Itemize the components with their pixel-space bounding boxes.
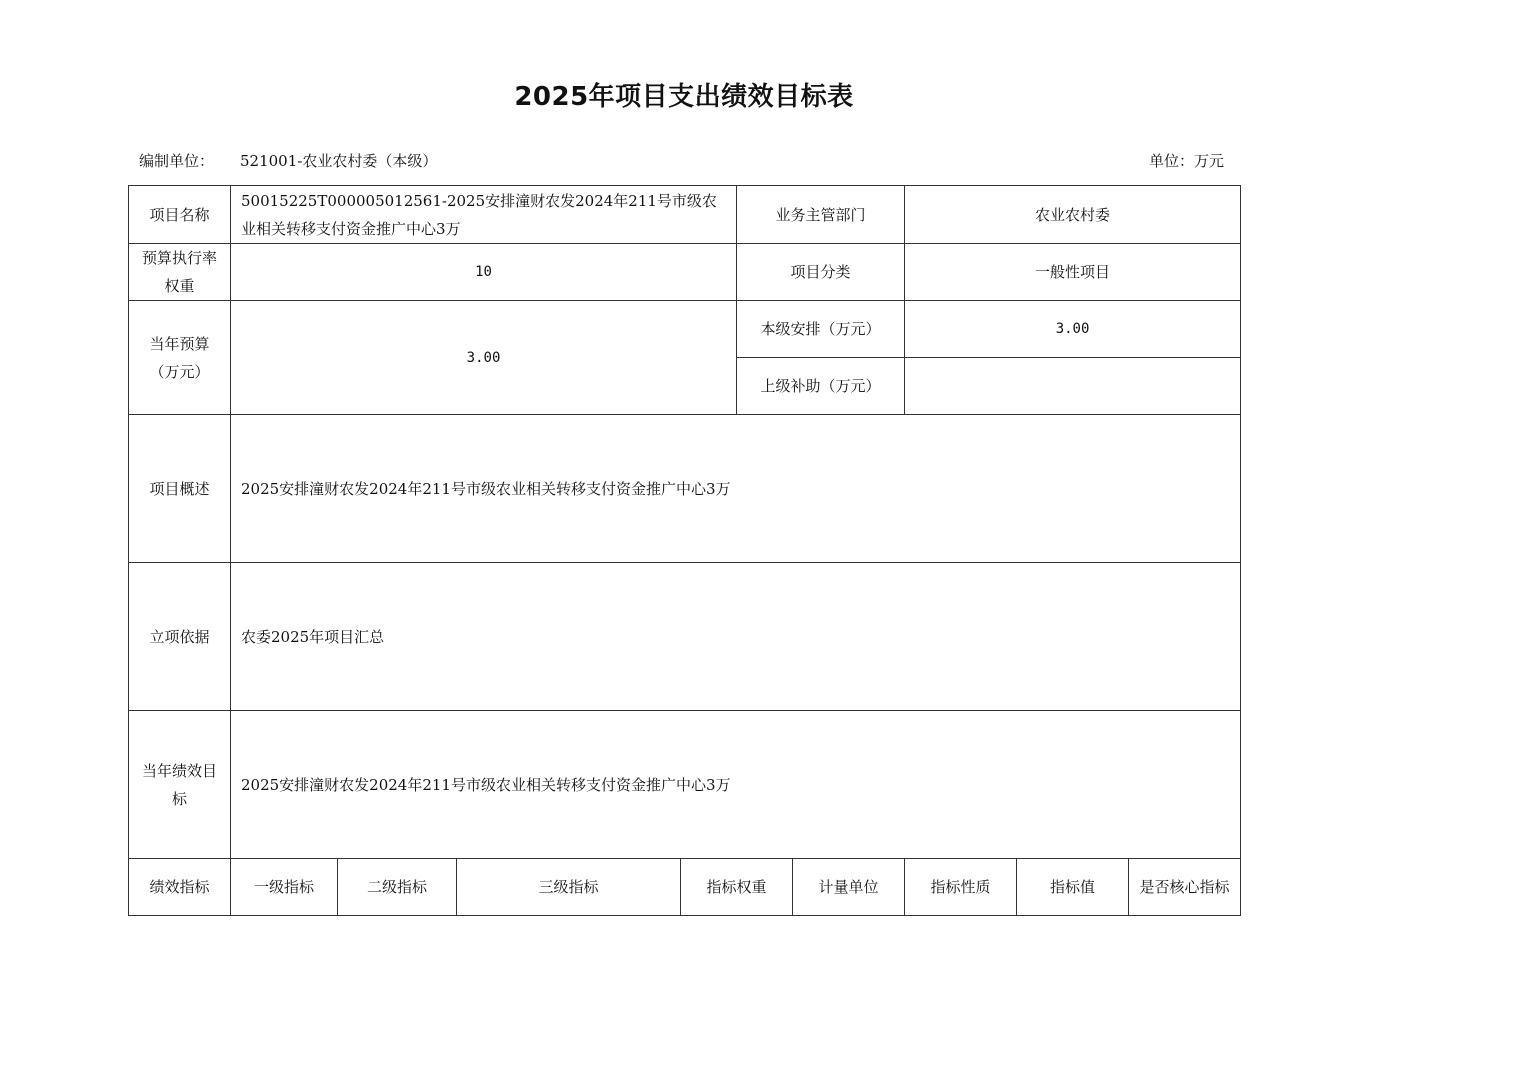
col-indicator-nature: 指标性质 <box>905 859 1017 916</box>
category-value: 一般性项目 <box>905 244 1241 301</box>
overview-value: 2025安排潼财农发2024年211号市级农业相关转移支付资金推广中心3万 <box>231 415 1241 563</box>
row-exec-weight <box>129 244 1241 301</box>
col-is-core-indicator: 是否核心指标 <box>1129 859 1241 916</box>
row-project-name <box>129 186 1241 244</box>
basis-value: 农委2025年项目汇总 <box>231 563 1241 711</box>
category-label: 项目分类 <box>737 244 905 301</box>
exec-weight-label: 预算执行率权重 <box>129 244 231 301</box>
budget-label: 当年预算（万元） <box>129 301 231 415</box>
goal-value: 2025安排潼财农发2024年211号市级农业相关转移支付资金推广中心3万 <box>231 711 1241 859</box>
col-indicator-weight: 指标权重 <box>681 859 793 916</box>
upper-label: 上级补助（万元） <box>737 358 905 415</box>
unit-label: 编制单位： <box>139 152 215 170</box>
currency-note: 单位：万元 <box>1149 152 1225 170</box>
overview-label: 项目概述 <box>129 415 231 563</box>
basis-label: 立项依据 <box>129 563 231 711</box>
local-value: 3.00 <box>905 301 1241 358</box>
col-indicator-value: 指标值 <box>1017 859 1129 916</box>
col-measure-unit: 计量单位 <box>793 859 905 916</box>
col-level3-indicator: 三级指标 <box>457 859 681 916</box>
row-goal <box>129 711 1241 859</box>
performance-target-table <box>128 185 1241 916</box>
row-basis <box>129 563 1241 711</box>
goal-label: 当年绩效目标 <box>129 711 231 859</box>
col-level1-indicator: 一级指标 <box>231 859 338 916</box>
row-overview <box>129 415 1241 563</box>
dept-value: 农业农村委 <box>905 186 1241 244</box>
project-name-label: 项目名称 <box>129 186 231 244</box>
unit-value: 521001-农业农村委（本级） <box>240 152 438 170</box>
row-budget-local <box>129 301 1241 358</box>
indicators-label: 绩效指标 <box>129 859 231 916</box>
local-label: 本级安排（万元） <box>737 301 905 358</box>
dept-label: 业务主管部门 <box>737 186 905 244</box>
page-title: 2025年项目支出绩效目标表 <box>514 82 854 112</box>
row-indicator-header <box>129 859 1241 916</box>
col-level2-indicator: 二级指标 <box>338 859 457 916</box>
exec-weight-value: 10 <box>231 244 737 301</box>
budget-value: 3.00 <box>231 301 737 415</box>
project-name-value: 50015225T000005012561-2025安排潼财农发2024年211号市级农业相关转移支付资金推广中心3万 <box>231 186 737 244</box>
upper-value <box>905 358 1241 415</box>
